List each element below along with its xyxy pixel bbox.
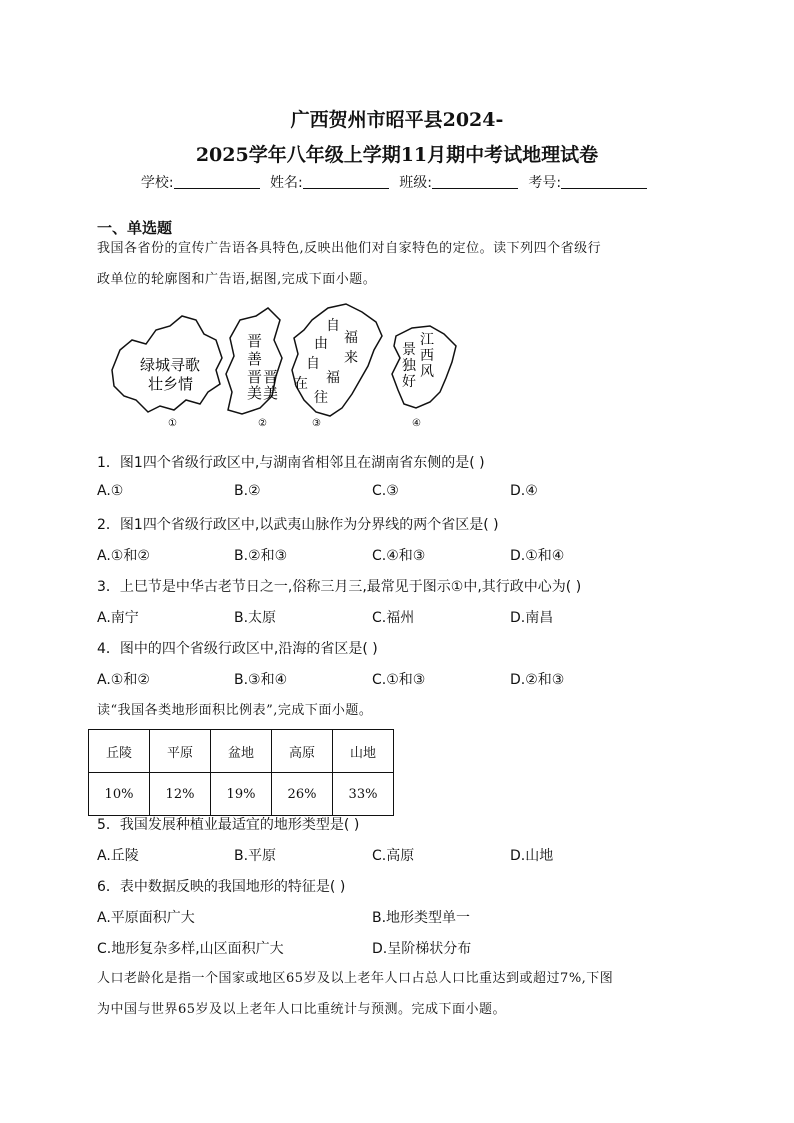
q6-option-c[interactable]: C.地形复杂多样,山区面积广大	[97, 941, 284, 957]
table-cell: 26%	[272, 773, 333, 816]
q1-option-c[interactable]: C.③	[372, 483, 399, 499]
map-label-4: ④	[412, 418, 421, 429]
exam-number-label: 考号:	[528, 175, 562, 191]
table-cell: 12%	[150, 773, 211, 816]
fujian-char-5: 自	[306, 356, 320, 372]
table-intro: 读“我国各类地形面积比例表”,完成下面小题。	[97, 703, 373, 718]
shanxi-char-5: 晋	[263, 368, 279, 386]
fujian-char-6: 福	[326, 370, 340, 386]
table-header-cell: 高原	[272, 730, 333, 773]
q1-option-a[interactable]: A.①	[97, 483, 124, 499]
map-label-2: ②	[258, 418, 267, 429]
guangxi-slogan-line1: 绿城寻歌	[140, 356, 201, 374]
aging-intro-line-2: 为中国与世界65岁及以上老年人口比重统计与预测。完成下面小题。	[97, 1002, 507, 1017]
q6-option-d[interactable]: D.呈阶梯状分布	[372, 941, 472, 957]
jiangxi-char-1: 江	[420, 332, 434, 348]
class-blank[interactable]	[432, 173, 518, 189]
q5-option-d[interactable]: D.山地	[510, 848, 554, 864]
q3-option-c[interactable]: C.福州	[372, 610, 415, 626]
class-label: 班级:	[399, 175, 432, 191]
q2-option-b[interactable]: B.②和③	[234, 548, 288, 564]
q5-option-c[interactable]: C.高原	[372, 848, 415, 864]
fujian-char-2: 福	[344, 330, 358, 346]
jiangxi-char-4: 独	[402, 358, 416, 374]
question-3: 3．上巳节是中华古老节日之一,俗称三月三,最常见于图示①中,其行政中心为( )	[97, 579, 582, 595]
q2-option-a[interactable]: A.①和②	[97, 548, 150, 564]
q4-option-a[interactable]: A.①和②	[97, 672, 150, 688]
table-row	[89, 773, 394, 816]
q5-option-a[interactable]: A.丘陵	[97, 848, 139, 864]
fujian-char-3: 由	[314, 336, 328, 352]
fujian-char-8: 往	[314, 390, 328, 406]
q5-option-b[interactable]: B.平原	[234, 848, 277, 864]
q3-option-a[interactable]: A.南宁	[97, 610, 139, 626]
table-header-cell: 山地	[333, 730, 394, 773]
map-label-3: ③	[312, 418, 321, 429]
table-cell: 19%	[211, 773, 272, 816]
question-4: 4．图中的四个省级行政区中,沿海的省区是( )	[97, 641, 378, 657]
table-header-cell: 丘陵	[89, 730, 150, 773]
jiangxi-char-6: 风	[420, 364, 434, 380]
q1-option-b[interactable]: B.②	[234, 483, 261, 499]
name-label: 姓名:	[270, 175, 303, 191]
student-info-row	[0, 172, 794, 192]
table-header-cell: 平原	[150, 730, 211, 773]
terrain-area-table	[88, 729, 394, 816]
fujian-char-7: 在	[294, 376, 308, 392]
section-heading: 一、单选题	[97, 219, 173, 237]
q6-option-b[interactable]: B.地形类型单一	[372, 910, 471, 926]
question-2: 2．图1四个省级行政区中,以武夷山脉作为分界线的两个省区是( )	[97, 517, 499, 533]
aging-intro-line-1: 人口老龄化是指一个国家或地区65岁及以上老年人口占总人口比重达到或超过7%,下图	[97, 971, 614, 986]
intro-line-2: 政单位的轮廓图和广告语,据图,完成下面小题。	[97, 272, 377, 287]
shanxi-char-4: 美	[247, 384, 263, 402]
fujian-char-1: 自	[326, 318, 340, 334]
q1-option-d[interactable]: D.④	[510, 483, 538, 499]
intro-line-1: 我国各省份的宣传广告语各具特色,反映出他们对自家特色的定位。读下列四个省级行	[97, 241, 602, 256]
school-blank[interactable]	[174, 173, 260, 189]
question-1: 1．图1四个省级行政区中,与湖南省相邻且在湖南省东侧的是( )	[97, 455, 485, 471]
table-cell: 33%	[333, 773, 394, 816]
province-outline-map	[100, 300, 480, 435]
map-label-1: ①	[168, 418, 177, 429]
exam-title-line1: 广西贺州市昭平县2024-	[290, 109, 504, 131]
shanxi-char-2: 善	[247, 350, 263, 368]
name-blank[interactable]	[303, 173, 389, 189]
q2-option-c[interactable]: C.④和③	[372, 548, 426, 564]
jiangxi-char-5: 好	[402, 374, 416, 390]
q3-option-d[interactable]: D.南昌	[510, 610, 554, 626]
guangxi-slogan-line2: 壮乡情	[148, 375, 194, 393]
q4-option-c[interactable]: C.①和③	[372, 672, 426, 688]
q6-option-a[interactable]: A.平原面积广大	[97, 910, 195, 926]
table-header-row	[89, 730, 394, 773]
q4-option-d[interactable]: D.②和③	[510, 672, 565, 688]
shanxi-char-6: 美	[263, 384, 279, 402]
exam-title-line2: 2025学年八年级上学期11月期中考试地理试卷	[195, 144, 599, 166]
question-5: 5．我国发展种植业最适宜的地形类型是( )	[97, 817, 360, 833]
q4-option-b[interactable]: B.③和④	[234, 672, 288, 688]
table-cell: 10%	[89, 773, 150, 816]
question-6: 6．表中数据反映的我国地形的特征是( )	[97, 879, 346, 895]
jiangxi-char-3: 西	[420, 348, 434, 364]
fujian-char-4: 来	[344, 350, 358, 366]
q3-option-b[interactable]: B.太原	[234, 610, 277, 626]
jiangxi-char-2: 景	[402, 342, 416, 358]
shanxi-char-3: 晋	[247, 368, 263, 386]
q2-option-d[interactable]: D.①和④	[510, 548, 565, 564]
school-label: 学校:	[140, 175, 174, 191]
shanxi-char-1: 晋	[247, 332, 263, 350]
table-header-cell: 盆地	[211, 730, 272, 773]
exam-number-blank[interactable]	[561, 173, 647, 189]
